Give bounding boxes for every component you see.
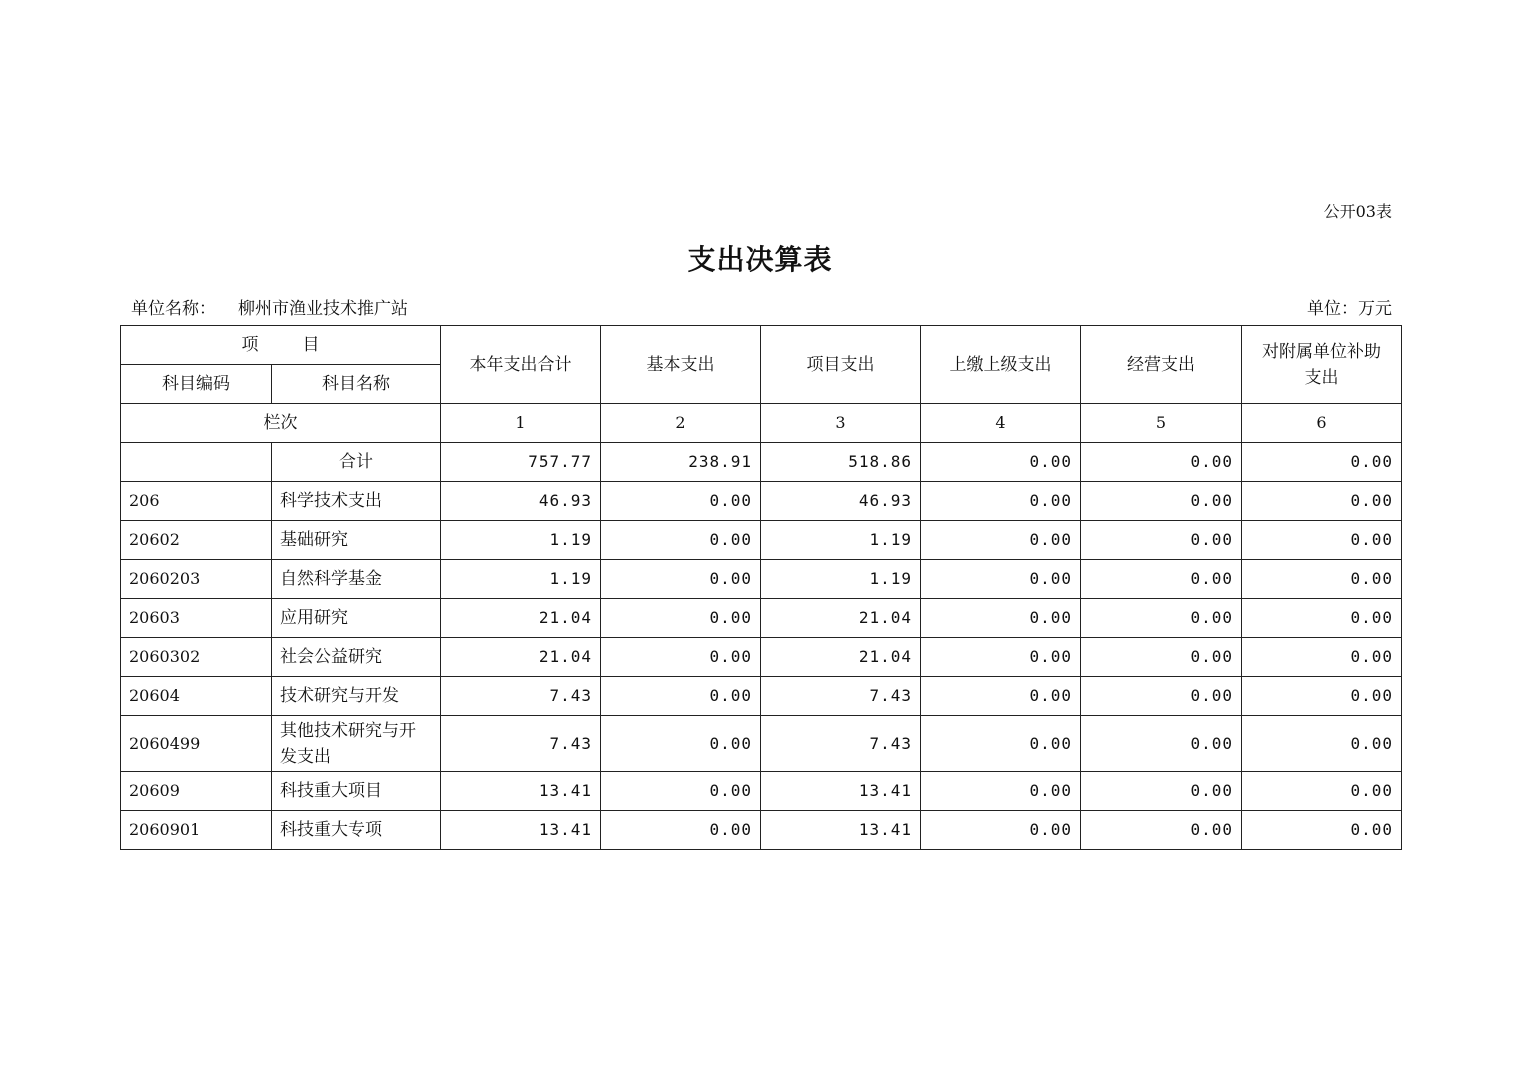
row-value: 0.00	[601, 560, 761, 599]
row-value: 0.00	[1242, 560, 1402, 599]
total-value: 0.00	[921, 443, 1081, 482]
index-cell: 2	[601, 404, 761, 443]
row-value: 0.00	[921, 521, 1081, 560]
table-row	[121, 560, 1402, 599]
row-value: 0.00	[601, 772, 761, 811]
table-row	[121, 521, 1402, 560]
row-value: 0.00	[921, 638, 1081, 677]
row-code: 20609	[121, 772, 272, 811]
row-value: 0.00	[1081, 811, 1242, 850]
row-value: 0.00	[601, 716, 761, 772]
header-item-part1: 项	[241, 335, 259, 355]
table-row	[121, 482, 1402, 521]
row-value: 13.41	[761, 811, 921, 850]
header-business: 经营支出	[1081, 326, 1242, 404]
total-value: 238.91	[601, 443, 761, 482]
row-value: 0.00	[1242, 599, 1402, 638]
row-value: 7.43	[441, 716, 601, 772]
row-value: 21.04	[761, 599, 921, 638]
row-code: 2060302	[121, 638, 272, 677]
table-row	[121, 811, 1402, 850]
row-name: 其他技术研究与开发支出	[272, 716, 441, 772]
row-name: 应用研究	[272, 599, 441, 638]
row-name: 自然科学基金	[272, 560, 441, 599]
row-value: 13.41	[761, 772, 921, 811]
index-row	[121, 404, 1402, 443]
row-value: 46.93	[761, 482, 921, 521]
header-project: 项目支出	[761, 326, 921, 404]
total-value: 757.77	[441, 443, 601, 482]
row-code: 206	[121, 482, 272, 521]
row-value: 0.00	[1081, 638, 1242, 677]
index-cell: 6	[1242, 404, 1402, 443]
header-item-part2: 目	[302, 335, 320, 355]
expenditure-table	[120, 325, 1402, 850]
row-value: 0.00	[601, 811, 761, 850]
row-value: 21.04	[441, 638, 601, 677]
row-value: 0.00	[921, 772, 1081, 811]
currency-unit: 单位：万元	[1307, 299, 1392, 319]
row-value: 0.00	[921, 716, 1081, 772]
row-value: 0.00	[921, 811, 1081, 850]
row-value: 0.00	[921, 482, 1081, 521]
row-value: 0.00	[1081, 772, 1242, 811]
row-name: 科学技术支出	[272, 482, 441, 521]
row-code: 20602	[121, 521, 272, 560]
table-row	[121, 772, 1402, 811]
row-value: 1.19	[441, 560, 601, 599]
row-value: 0.00	[601, 599, 761, 638]
row-value: 0.00	[1081, 482, 1242, 521]
row-value: 0.00	[1081, 677, 1242, 716]
row-value: 0.00	[1242, 482, 1402, 521]
index-cell: 5	[1081, 404, 1242, 443]
row-value: 0.00	[1242, 521, 1402, 560]
header-total: 本年支出合计	[441, 326, 601, 404]
total-row	[121, 443, 1402, 482]
row-code: 20604	[121, 677, 272, 716]
row-value: 21.04	[761, 638, 921, 677]
header-name: 科目名称	[272, 365, 441, 404]
row-value: 7.43	[761, 716, 921, 772]
index-label: 栏次	[121, 404, 441, 443]
row-value: 0.00	[1242, 811, 1402, 850]
unit-name	[131, 294, 408, 319]
header-code: 科目编码	[121, 365, 272, 404]
row-value: 0.00	[1242, 638, 1402, 677]
header-upper: 上缴上级支出	[921, 326, 1081, 404]
row-value: 1.19	[441, 521, 601, 560]
unit-name-value: 柳州市渔业技术推广站	[238, 299, 408, 319]
header-row-1	[121, 326, 1402, 365]
total-code	[121, 443, 272, 482]
row-value: 46.93	[441, 482, 601, 521]
total-value: 518.86	[761, 443, 921, 482]
header-basic: 基本支出	[601, 326, 761, 404]
row-value: 0.00	[921, 599, 1081, 638]
unit-name-label: 单位名称：	[131, 299, 216, 319]
row-value: 1.19	[761, 560, 921, 599]
row-value: 0.00	[1242, 716, 1402, 772]
row-value: 0.00	[921, 677, 1081, 716]
row-value: 0.00	[1081, 716, 1242, 772]
table-row	[121, 599, 1402, 638]
header-item	[121, 326, 441, 365]
index-cell: 3	[761, 404, 921, 443]
row-name: 科技重大专项	[272, 811, 441, 850]
row-value: 0.00	[601, 677, 761, 716]
row-value: 0.00	[601, 638, 761, 677]
row-value: 0.00	[1242, 772, 1402, 811]
index-cell: 1	[441, 404, 601, 443]
row-name: 技术研究与开发	[272, 677, 441, 716]
row-code: 20603	[121, 599, 272, 638]
table-row	[121, 716, 1402, 772]
row-code: 2060203	[121, 560, 272, 599]
row-name: 科技重大项目	[272, 772, 441, 811]
row-name: 社会公益研究	[272, 638, 441, 677]
page-title: 支出决算表	[687, 243, 833, 276]
row-code: 2060499	[121, 716, 272, 772]
row-value: 0.00	[601, 482, 761, 521]
row-code: 2060901	[121, 811, 272, 850]
row-value: 21.04	[441, 599, 601, 638]
row-value: 0.00	[921, 560, 1081, 599]
row-name: 基础研究	[272, 521, 441, 560]
row-value: 0.00	[1081, 560, 1242, 599]
header-subsidy: 对附属单位补助支出	[1242, 326, 1402, 404]
row-value: 0.00	[1242, 677, 1402, 716]
row-value: 0.00	[1081, 599, 1242, 638]
row-value: 7.43	[761, 677, 921, 716]
row-value: 7.43	[441, 677, 601, 716]
row-value: 1.19	[761, 521, 921, 560]
row-value: 13.41	[441, 811, 601, 850]
row-value: 0.00	[601, 521, 761, 560]
total-name: 合计	[272, 443, 441, 482]
total-value: 0.00	[1242, 443, 1402, 482]
table-number: 公开03表	[1323, 202, 1392, 221]
index-cell: 4	[921, 404, 1081, 443]
total-value: 0.00	[1081, 443, 1242, 482]
row-value: 0.00	[1081, 521, 1242, 560]
table-row	[121, 677, 1402, 716]
table-row	[121, 638, 1402, 677]
row-value: 13.41	[441, 772, 601, 811]
